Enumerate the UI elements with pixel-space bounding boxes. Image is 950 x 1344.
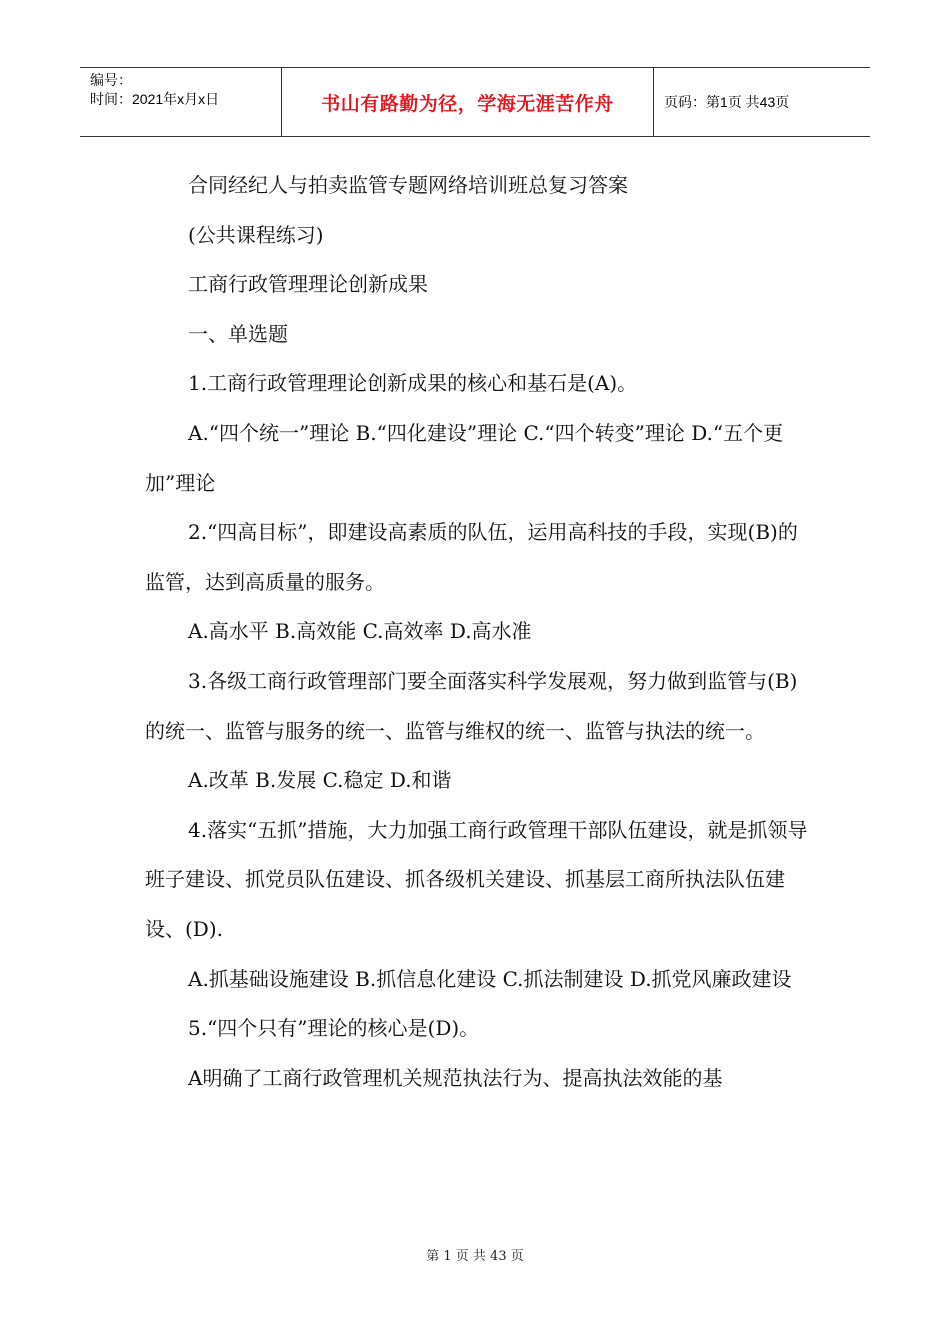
document-number-label: 编号： [90,72,132,88]
page-footer: 第 1 页 共 43 页 [426,1249,524,1264]
question-3: 3.各级工商行政管理部门要全面落实科学发展观，努力做到监管与(B)的统一、监管与服务的统一、监管与维权的统一、监管与执法的统一。 [145,668,798,743]
document-body [145,161,810,1103]
header-motto-cell [282,68,654,136]
question-4-options: A.抓基础设施建设 B.抓信息化建设 C.抓法制建设 D.抓党风廉政建设 [188,966,792,991]
question-4: 4.落实“五抓”措施，大力加强工商行政管理干部队伍建设，就是抓领导班子建设、抓党员队伍建设、抓各级机关建设、抓基层工商所执法队伍建设、(D). [145,817,808,941]
header-page-info: 页码：第1页 共43页 [664,94,790,110]
document-title: 合同经纪人与拍卖监管专题网络培训班总复习答案 [188,173,628,197]
section-heading: 工商行政管理理论创新成果 [188,272,428,297]
subsection-heading: 一、单选题 [188,321,288,346]
question-2: 2.“四高目标”，即建设高素质的队伍，运用高科技的手段，实现(B)的监管，达到高质量的服务。 [145,520,798,594]
header-motto: 书山有路勤为径，学海无涯苦作舟 [321,92,614,115]
document-subtitle: (公共课程练习) [188,222,324,247]
page-header [80,67,870,137]
question-1: 1.工商行政管理理论创新成果的核心和基石是(A)。 [188,371,638,396]
question-1-options: A.“四个统一”理论 B.“四化建设”理论 C.“四个转变”理论 D.“五个更加”理论 [145,420,784,495]
header-page-cell [654,68,870,136]
question-2-options: A.高水平 B.高效能 C.高效率 D.高水准 [188,619,532,644]
document-time-label: 时间：2021年x月x日 [90,91,220,107]
header-meta-cell [80,68,282,136]
question-3-options: A.改革 B.发展 C.稳定 D.和谐 [188,768,452,793]
question-5-option-a: A明确了工商行政管理机关规范执法行为、提高执法效能的基 [188,1065,723,1090]
question-5: 5.“四个只有”理论的核心是(D)。 [188,1016,480,1041]
